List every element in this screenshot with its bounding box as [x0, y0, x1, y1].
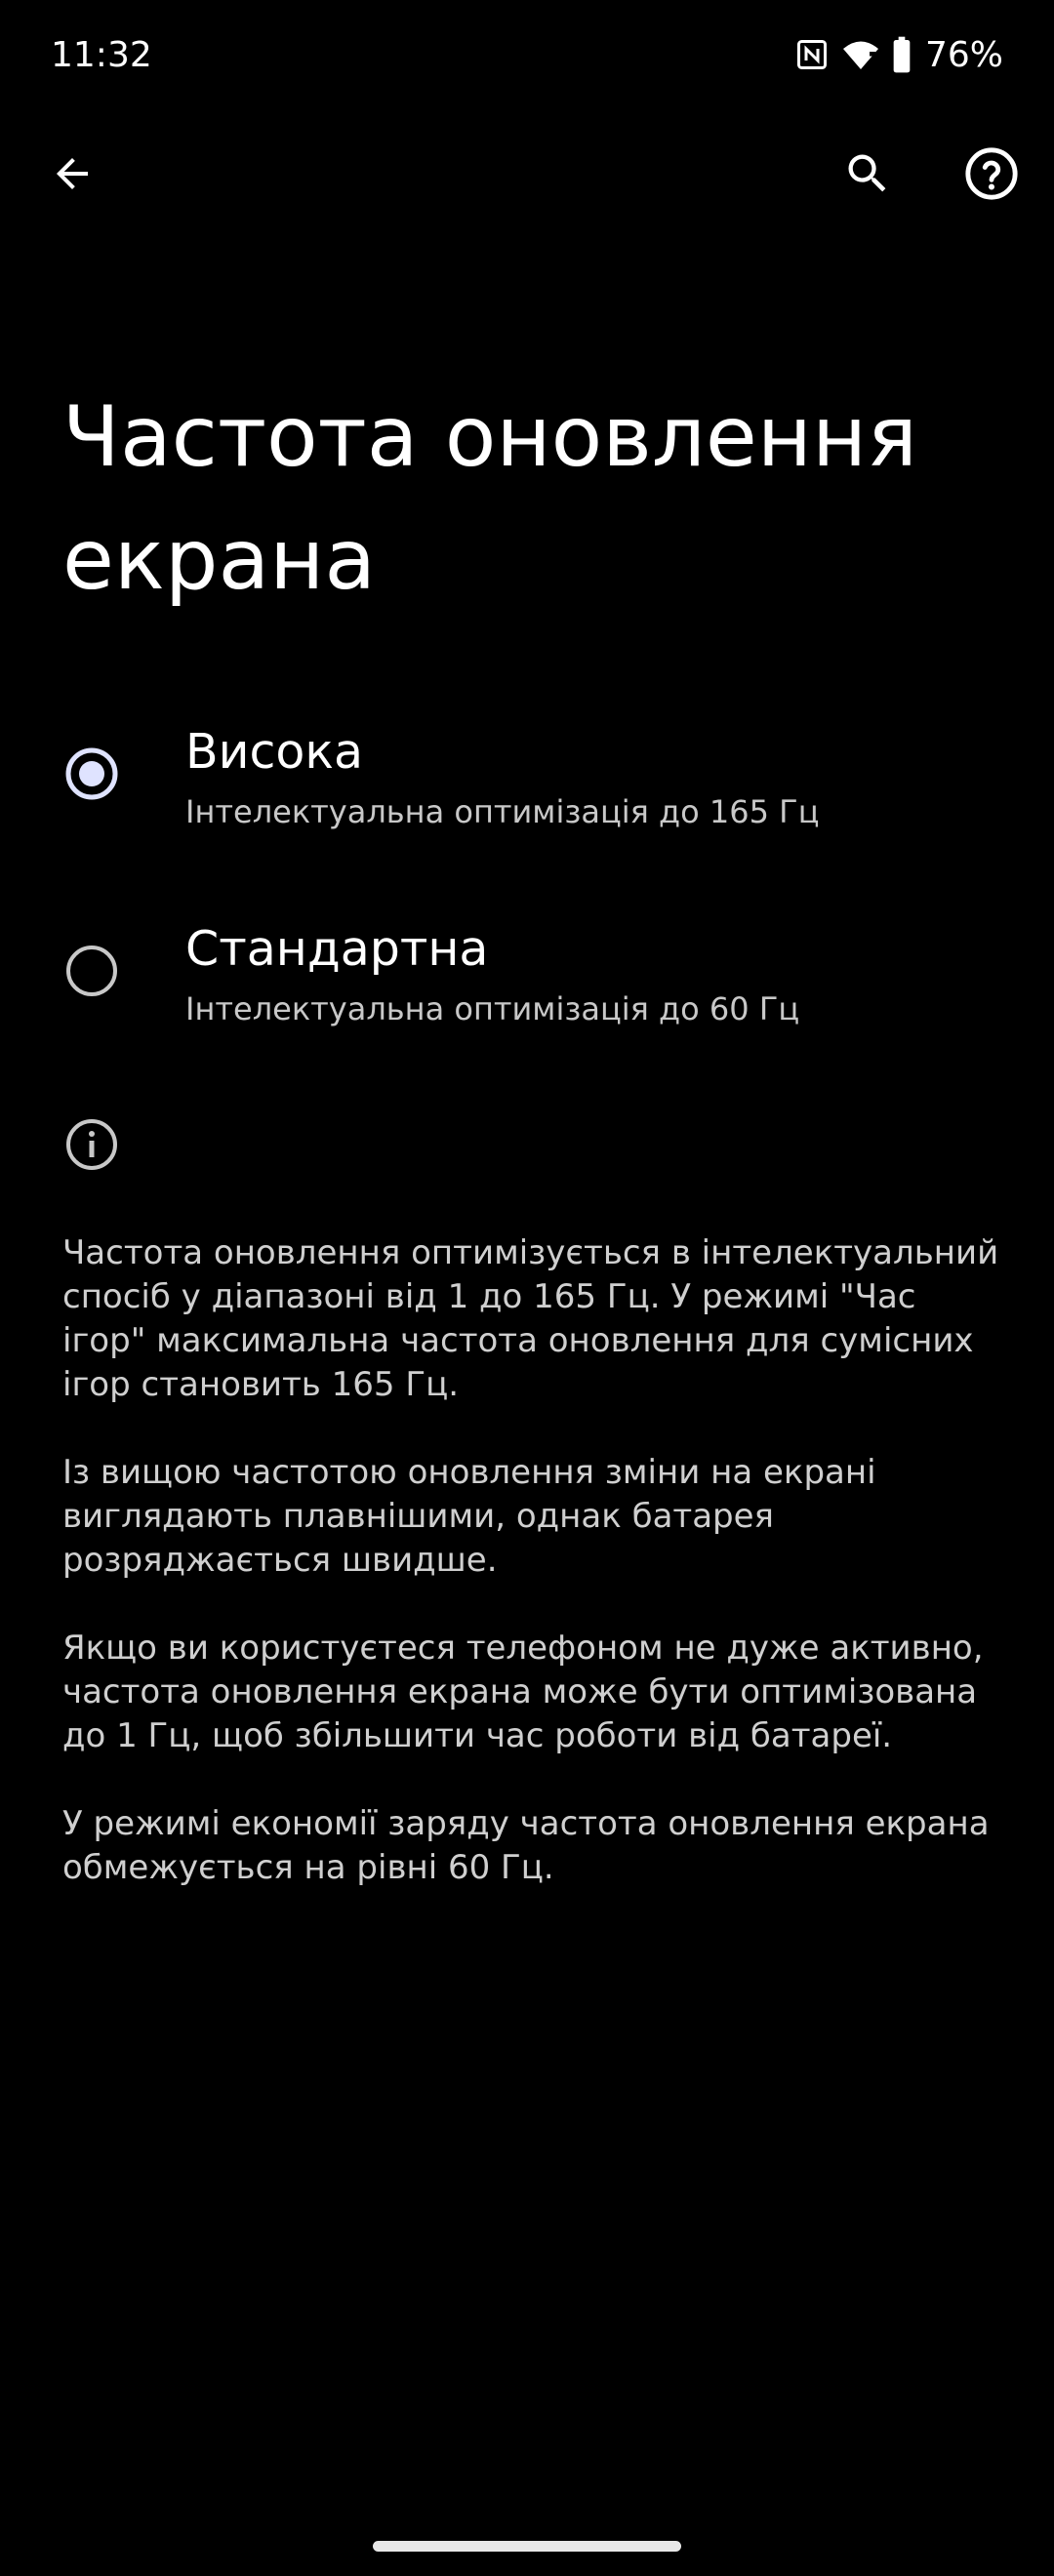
- back-button[interactable]: [31, 135, 113, 217]
- help-button[interactable]: [951, 135, 1033, 217]
- status-time: 11:32: [51, 35, 152, 75]
- info-description: [62, 1231, 999, 1934]
- search-icon: [842, 148, 893, 203]
- gesture-nav-handle[interactable]: [373, 2541, 681, 2552]
- status-icons: [794, 33, 1003, 76]
- page-title: Частота оновлення екрана: [62, 388, 917, 609]
- info-paragraph: Частота оновлення оптимізується в інтелектуальний спосіб у діапазоні від 1 до 165 Гц. У режимі "Час ігор" максимальна частота оновлення для сумісних ігор становить 165 Гц.: [62, 1233, 999, 1404]
- radio-unselected-icon[interactable]: [64, 944, 119, 998]
- status-bar: [0, 0, 1054, 117]
- info-paragraph: Із вищою частотою оновлення зміни на екрані виглядають плавнішими, однак батарея розряджається швидше.: [62, 1453, 876, 1580]
- info-paragraph: У режимі економії заряду частота оновлення екрана обмежується на рівні 60 Гц.: [62, 1804, 990, 1887]
- info-icon: [64, 1117, 119, 1172]
- battery-icon: [892, 36, 912, 73]
- arrow-left-icon: [49, 150, 96, 201]
- option-high[interactable]: [0, 693, 1054, 868]
- option-title: Стандартна: [185, 921, 489, 977]
- option-subtitle: Інтелектуальна оптимізація до 60 Гц: [185, 990, 800, 1027]
- search-button[interactable]: [827, 135, 909, 217]
- option-title: Висока: [185, 724, 364, 780]
- wifi-icon: [841, 37, 880, 72]
- top-app-bar: [0, 127, 1054, 224]
- radio-selected-icon[interactable]: [64, 746, 119, 801]
- info-paragraph: Якщо ви користуєтеся телефоном не дуже активно, частота оновлення екрана може бути оптимізована до 1 Гц, щоб збільшити час роботи від батареї.: [62, 1629, 984, 1755]
- help-circle-icon: [963, 145, 1020, 206]
- option-standard[interactable]: [0, 890, 1054, 1066]
- battery-percent: 76%: [924, 34, 1003, 75]
- option-subtitle: Інтелектуальна оптимізація до 165 Гц: [185, 793, 820, 830]
- nfc-icon: [794, 37, 830, 72]
